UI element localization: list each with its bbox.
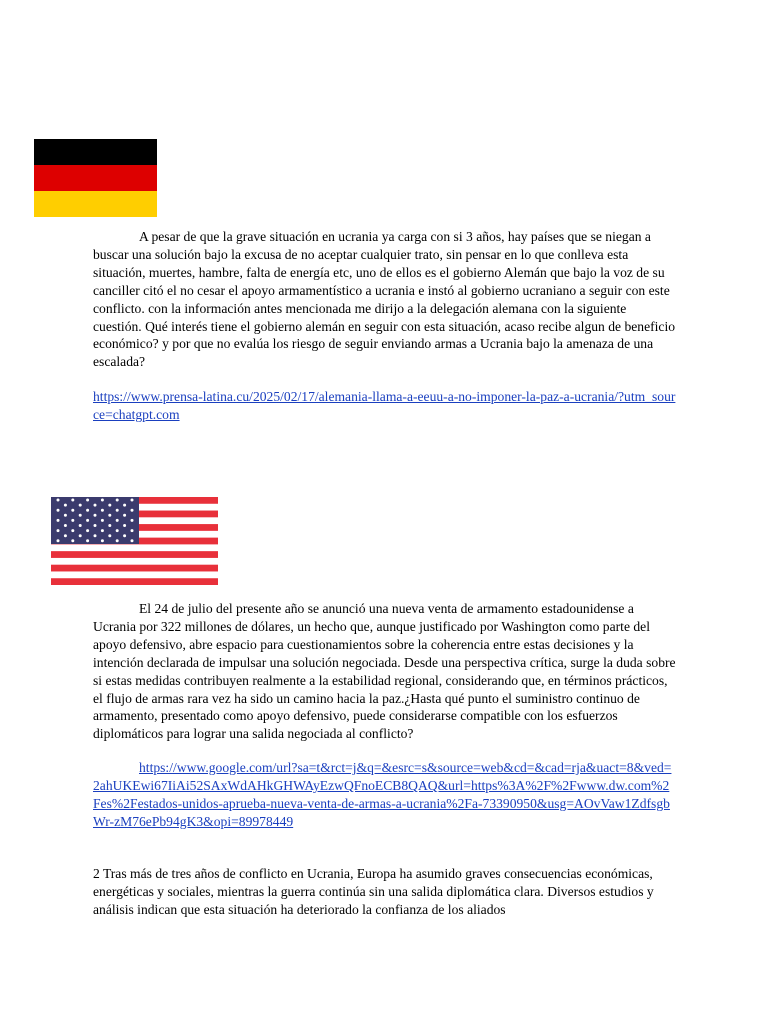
flag-star — [57, 499, 60, 502]
flag-star — [57, 529, 60, 532]
germany-paragraph-text: A pesar de que la grave situación en ucrania ya carga con si 3 años, hay países que se niegan a buscar una solución bajo la excusa de no aceptar cualquier trato, sin pensar en lo que conlleva esta situación, muertes, hambre, falta de energía etc, uno de ellos es el gobierno Alemán que bajo la voz de su canciller citó el no cesar el apoyo armamentístico a ucrania e instó al gobierno ucraniano a seguir con este conflicto. con la información antes mencionada me dirijo a la delegación alemana con la siguiente cuestión. Qué interés tiene el gobierno alemán en seguir con esta situación, acaso recibe algun de beneficio económico? y por que no evalúa los riesgo de seguir enviando armas a Ucrania bajo la amenaza de una escalada? — [93, 229, 676, 370]
flag-star — [64, 514, 67, 517]
flag-star — [79, 504, 82, 507]
flag-star — [57, 509, 60, 512]
flag-star — [64, 524, 67, 527]
flag-star — [116, 519, 119, 522]
flag-star — [131, 529, 134, 532]
flag-star — [79, 514, 82, 517]
flag-star — [86, 539, 89, 542]
flag-star — [86, 499, 89, 502]
flag-star — [101, 539, 104, 542]
flag-star — [57, 519, 60, 522]
europe-paragraph: 2 Tras más de tres años de conflicto en Ucrania, Europa ha asumido graves consecuencias económicas, energéticas y sociales, mientras la guerra continúa sin una salida diplomática clara. Diversos estudios y análisis indican que esta situación ha deteriorado la confianza de los aliados — [93, 866, 654, 917]
flag-star — [101, 509, 104, 512]
germany-flag-image — [34, 139, 157, 217]
flag-star — [116, 539, 119, 542]
flag-star — [131, 539, 134, 542]
flag-star — [79, 534, 82, 537]
flag-star — [108, 534, 111, 537]
flag-star — [71, 529, 74, 532]
flag-stripe-gold — [34, 191, 157, 217]
germany-source-link[interactable]: https://www.prensa-latina.cu/2025/02/17/alemania-llama-a-eeuu-a-no-imponer-la-paz-a-ucrania/?utm_source=chatgpt.com — [93, 389, 676, 422]
flag-star — [101, 499, 104, 502]
flag-star — [94, 524, 97, 527]
usa-paragraph — [93, 600, 676, 743]
flag-star — [131, 509, 134, 512]
flag-star — [123, 504, 126, 507]
flag-star — [64, 534, 67, 537]
usa-paragraph-text: El 24 de julio del presente año se anunció una nueva venta de armamento estadounidense a Ucrania por 322 millones de dólares, un hecho que, aunque justificado por Washington como parte del apoyo defensivo, abre espacio para cuestionamientos sobre la coherencia entre estas decisiones y la intención declarada de impulsar una solución negociada. Desde una perspectiva crítica, surge la duda sobre si estas medidas contribuyen realmente a la estabilidad regional, considerando que, en términos prácticos, el flujo de armas rara vez ha sido un camino hacia la paz.¿Hasta qué punto el suministro continuo de armamento, presentado como apoyo defensivo, puede considerarse compatible con los esfuerzos diplomáticos para lograr una salida negociada al conflicto? — [93, 601, 676, 742]
flag-star — [71, 509, 74, 512]
flag-star — [94, 514, 97, 517]
flag-red-stripe — [51, 551, 218, 558]
flag-stripe-red — [34, 165, 157, 191]
flag-star — [116, 509, 119, 512]
flag-star — [108, 524, 111, 527]
flag-star — [57, 539, 60, 542]
flag-star — [101, 529, 104, 532]
flag-star — [108, 504, 111, 507]
flag-star — [86, 509, 89, 512]
flag-star — [79, 524, 82, 527]
flag-stripe-black — [34, 139, 157, 165]
flag-star — [116, 499, 119, 502]
flag-star — [86, 519, 89, 522]
flag-star — [86, 529, 89, 532]
flag-star — [131, 519, 134, 522]
flag-star — [64, 504, 67, 507]
flag-star — [108, 514, 111, 517]
flag-star — [131, 499, 134, 502]
usa-source-link[interactable]: https://www.google.com/url?sa=t&rct=j&q=&esrc=s&source=web&cd=&cad=rja&uact=8&ved=2ahUKEwi67IiAi52SAxWdAHkGHWAyEzwQFnoECB8QAQ&url=https%3A%2F%2Fwww.dw.com%2Fes%2Festados-unidos-aprueba-nueva-venta-de-armas-a-ucrania%2Fa-73390950&usg=AOvVaw1ZdfsgbWr-zM76ePb94gK3&opi=89978449 — [93, 760, 672, 829]
flag-star — [101, 519, 104, 522]
flag-star — [123, 534, 126, 537]
germany-paragraph — [93, 228, 676, 371]
flag-star — [94, 534, 97, 537]
flag-star — [123, 514, 126, 517]
flag-star — [71, 499, 74, 502]
usa-flag-image — [51, 497, 218, 585]
flag-star — [123, 524, 126, 527]
flag-star — [94, 504, 97, 507]
flag-red-stripe — [51, 578, 218, 585]
flag-red-stripe — [51, 565, 218, 572]
flag-star — [71, 539, 74, 542]
flag-star — [116, 529, 119, 532]
flag-star — [71, 519, 74, 522]
